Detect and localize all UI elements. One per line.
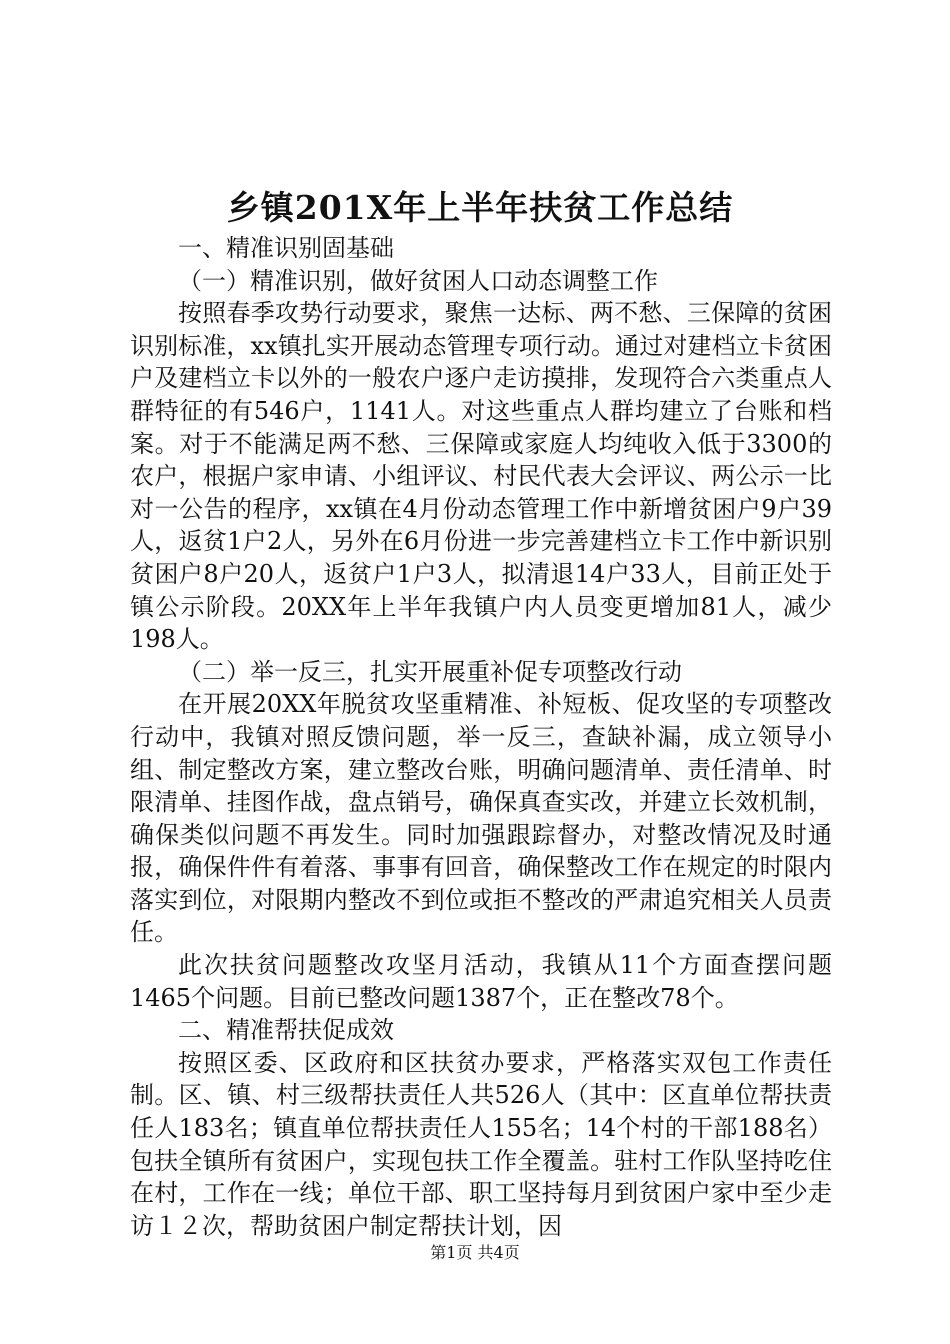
- document-body: [130, 232, 832, 1242]
- page-number: 第1页 共4页: [430, 1243, 520, 1262]
- document-title: 乡镇201X年上半年扶贫工作总结: [226, 188, 734, 227]
- subsection-heading-2: （二）举一反三，扎实开展重补促专项整改行动: [178, 657, 682, 686]
- paragraph-assistance: 按照区委、区政府和区扶贫办要求，严格落实双包工作责任制。区、镇、村三级帮扶责任人共526人（其中：区直单位帮扶责任人183名；镇直单位帮扶责任人155名；14个村的干部188名）包扶全镇所有贫困户，实现包扶工作全覆盖。驻村工作队坚持吃住在村，工作在一线；单位干部、职工坚持每月到贫困户家中至少走访１２次，帮助贫困户制定帮扶计划，因: [130, 1048, 832, 1240]
- subsection-heading-1: （一）精准识别，做好贫困人口动态调整工作: [178, 266, 658, 295]
- paragraph-issue-statistics: 此次扶贫问题整改攻坚月活动，我镇从11个方面查摆问题1465个问题。目前已整改问题1387个，正在整改78个。: [130, 951, 832, 1012]
- section-heading-1: 一、精准识别固基础: [178, 234, 394, 262]
- paragraph-rectification: 在开展20XX年脱贫攻坚重精准、补短板、促攻坚的专项整改行动中，我镇对照反馈问题，举一反三，查缺补漏，成立领导小组、制定整改方案，建立整改台账，明确问题清单、责任清单、时限清单、挂图作战，盘点销号，确保真查实改，并建立长效机制，确保类似问题不再发生。同时加强跟踪督办，对整改情况及时通报，确保件件有着落、事事有回音，确保整改工作在规定的时限内落实到位，对限期内整改不到位或拒不整改的严肃追究相关人员责任。: [130, 690, 832, 947]
- paragraph-identification: 按照春季攻势行动要求，聚焦一达标、两不愁、三保障的贫困识别标准，xx镇扎实开展动态管理专项行动。通过对建档立卡贫困户及建档立卡以外的一般农户逐户走访摸排，发现符合六类重点人群特征的有546户，1141人。对这些重点人群均建立了台账和档案。对于不能满足两不愁、三保障或家庭人均纯收入低于3300的农户，根据户家申请、小组评议、村民代表大会评议、两公示一比对一公告的程序，xx镇在4月份动态管理工作中新增贫困户9户39人，返贫1户2人，另外在6月份进一步完善建档立卡工作中新识别贫困户8户20人，返贫户1户3人，拟清退14户33人，目前正处于镇公示阶段。20XX年上半年我镇户内人员变更增加81人，减少198人。: [130, 299, 832, 654]
- section-heading-2: 二、精准帮扶促成效: [178, 1016, 394, 1045]
